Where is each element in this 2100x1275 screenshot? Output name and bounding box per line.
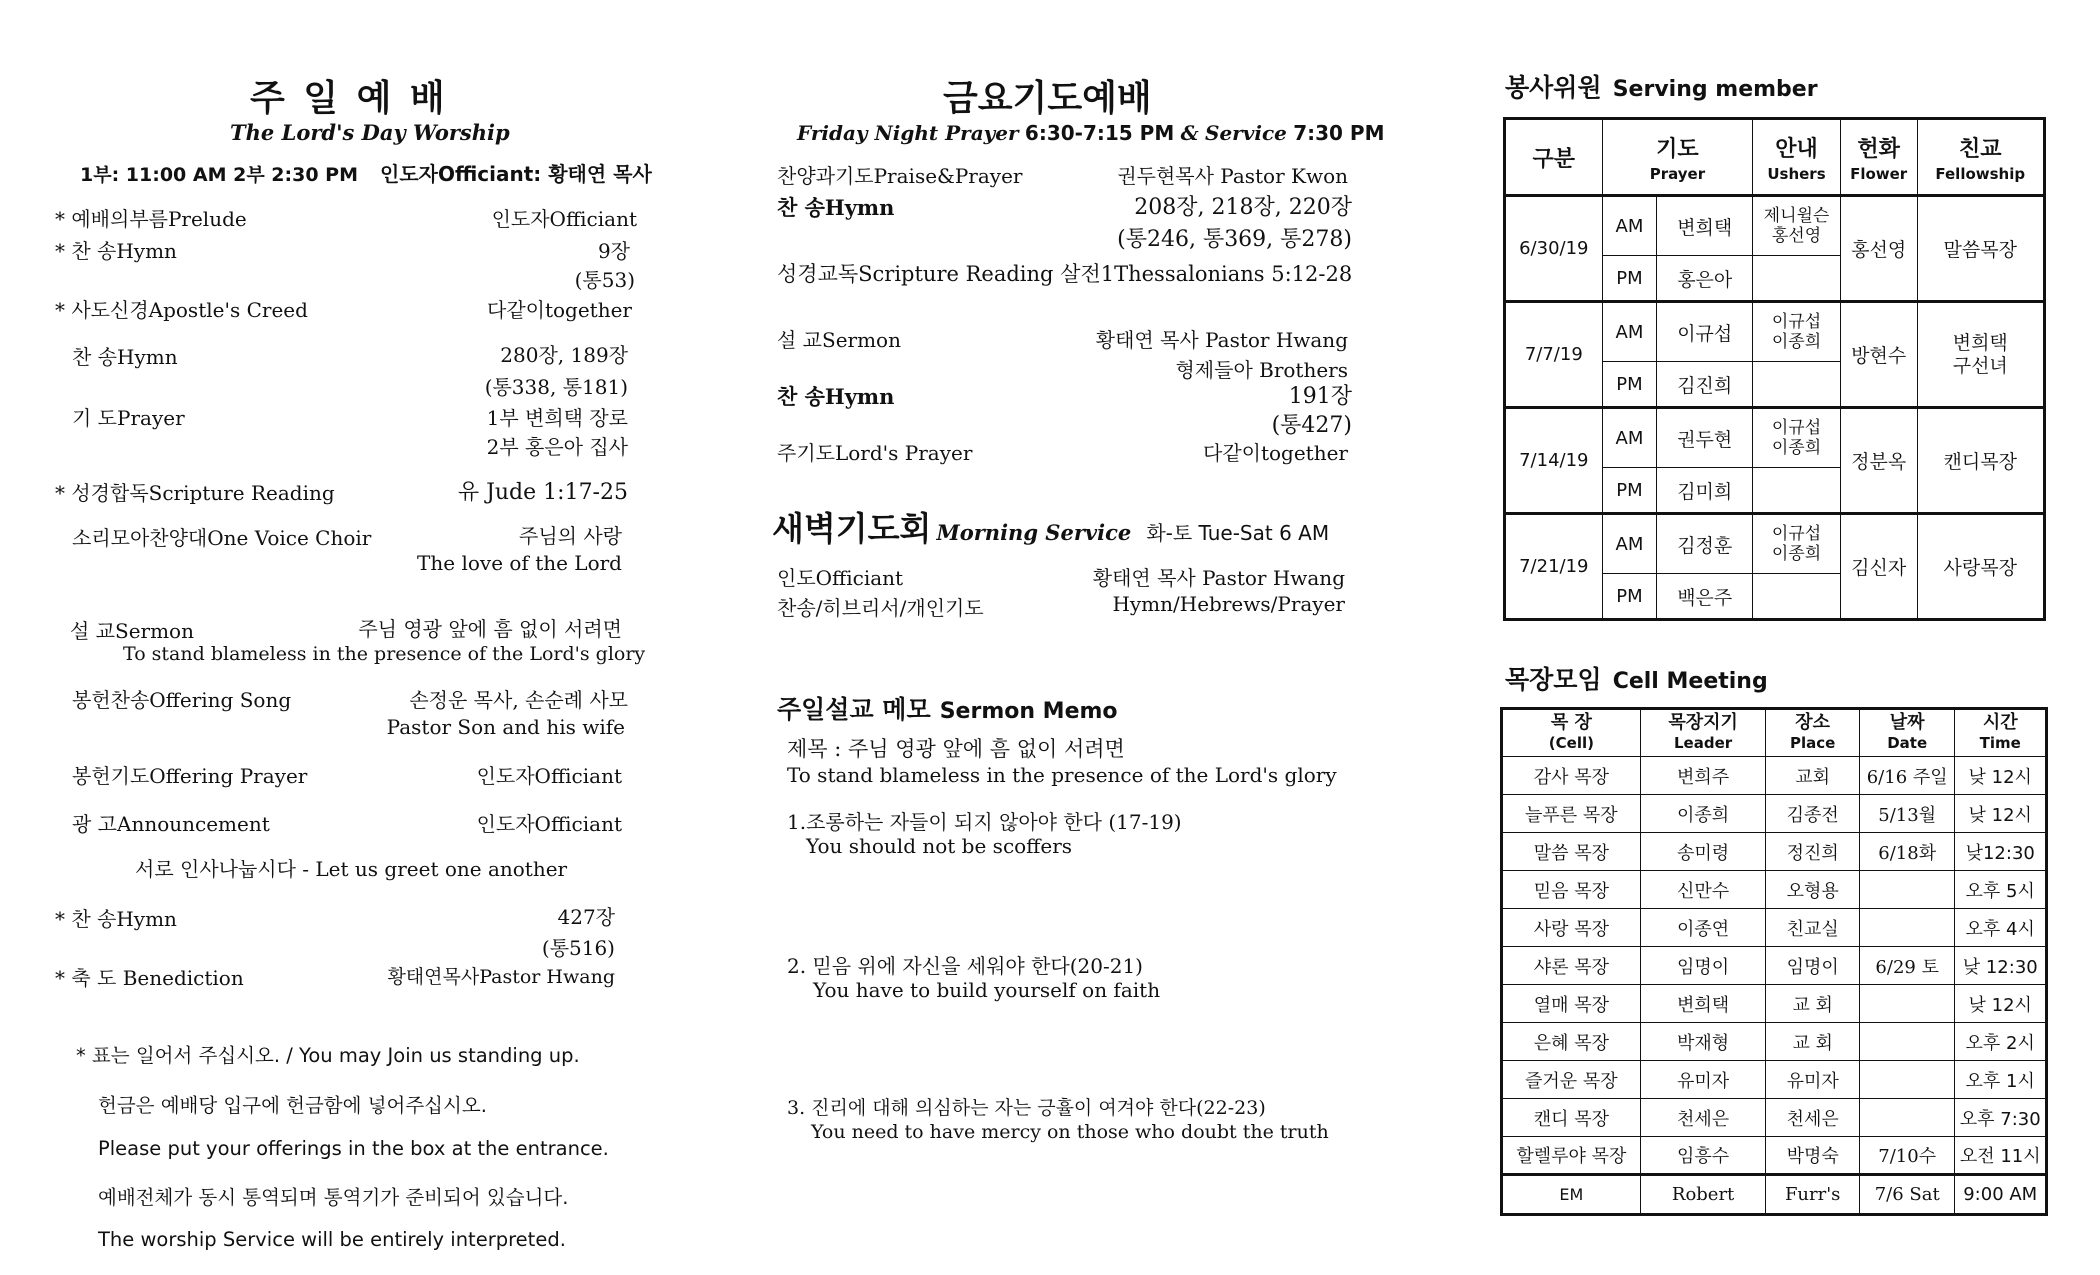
greeting-line: 서로 인사나눕시다 - Let us greet one another xyxy=(135,857,568,881)
cell-date: 5/13월 xyxy=(1859,795,1955,833)
morning-item-right: Hymn/Hebrews/Prayer xyxy=(1112,592,1345,616)
order-item-left: 기 도Prayer xyxy=(72,406,185,430)
cell-place: 박명숙 xyxy=(1766,1137,1860,1175)
serving-title-en: Serving member xyxy=(1612,77,1818,102)
cell-header: 날짜 Date xyxy=(1859,709,1955,757)
order-item-right: 9장 xyxy=(597,239,630,263)
cell-place: 유미자 xyxy=(1766,1061,1860,1099)
friday-item-right: 황태연 목사 Pastor Hwang xyxy=(1095,328,1348,352)
cell-name: EM xyxy=(1502,1175,1641,1215)
serving-fellowship: 변희택 구선녀 xyxy=(1917,302,2045,408)
serving-header: 헌화 Flower xyxy=(1840,119,1917,196)
cell-place: 오형용 xyxy=(1766,871,1860,909)
cell-heading xyxy=(1505,660,1768,696)
friday-item-left: 찬 송Hymn xyxy=(777,384,895,409)
cell-time: 9:00 AM xyxy=(1955,1175,2047,1215)
serving-pm-label: PM xyxy=(1602,574,1657,620)
cell-leader: 송미령 xyxy=(1640,833,1766,871)
order-item-right: 280장, 189장 xyxy=(500,343,628,367)
cell-place: 정진희 xyxy=(1766,833,1860,871)
cell-name: 열매 목장 xyxy=(1502,985,1641,1023)
cell-row xyxy=(1502,1023,2047,1061)
cell-time: 오전 11시 xyxy=(1955,1137,2047,1175)
lords-day-times: 1부: 11:00 AM 2부 2:30 PM xyxy=(80,164,359,186)
order-item-right: 인도자Officiant xyxy=(476,764,622,788)
friday-subtitle-italic: Friday Night Prayer xyxy=(797,121,1019,145)
order-item-right: Pastor Son and his wife xyxy=(386,715,625,739)
memo-heading xyxy=(777,690,1118,726)
serving-date: 7/14/19 xyxy=(1505,408,1603,514)
cell-row xyxy=(1502,871,2047,909)
cell-time: 오후 7:30 xyxy=(1955,1099,2047,1137)
serving-row xyxy=(1505,302,2045,362)
cell-name: 사랑 목장 xyxy=(1502,909,1641,947)
serving-pm-label: PM xyxy=(1602,362,1657,408)
cell-date: 6/16 주일 xyxy=(1859,757,1955,795)
cell-leader: 박재형 xyxy=(1640,1023,1766,1061)
serving-ushers: 이규섭 이종희 xyxy=(1753,408,1841,468)
serving-date: 7/7/19 xyxy=(1505,302,1603,408)
serving-ushers: 이규섭 이종희 xyxy=(1753,302,1841,362)
order-item-left: * 축 도 Benediction xyxy=(55,966,244,990)
friday-item-left: 주기도Lord's Prayer xyxy=(777,441,973,465)
cell-time: 낮 12시 xyxy=(1955,985,2047,1023)
cell-date xyxy=(1859,1061,1955,1099)
cell-row xyxy=(1502,909,2047,947)
serving-pm-label: PM xyxy=(1602,468,1657,514)
friday-item-right: 권두현목사 Pastor Kwon xyxy=(1117,164,1348,188)
cell-time: 오후 2시 xyxy=(1955,1023,2047,1061)
cell-leader: 변희주 xyxy=(1640,757,1766,795)
cell-row xyxy=(1502,1061,2047,1099)
serving-am-name: 변희택 xyxy=(1657,196,1753,256)
serving-header-row xyxy=(1505,119,2045,196)
morning-title: 새벽기도회 xyxy=(772,509,932,548)
cell-leader: 천세은 xyxy=(1640,1099,1766,1137)
memo-title: 주일설교 메모 xyxy=(777,695,931,724)
serving-header: 친교 Fellowship xyxy=(1917,119,2045,196)
cell-date: 6/29 토 xyxy=(1859,947,1955,985)
friday-item-left: 성경교독Scripture Reading 살전1Thessalonians 5:12-28 xyxy=(777,262,1353,286)
cell-header-row xyxy=(1502,709,2047,757)
memo-point-ko: 1.조롱하는 자들이 되지 않아야 한다 (17-19) xyxy=(787,810,1182,834)
cell-name: 믿음 목장 xyxy=(1502,871,1641,909)
cell-leader: 이종희 xyxy=(1640,795,1766,833)
friday-item-right: 형제들아 Brothers xyxy=(1175,358,1348,382)
cell-date xyxy=(1859,1099,1955,1137)
serving-header: 구분 xyxy=(1505,119,1603,196)
memo-subject-ko: 제목 : 주님 영광 앞에 흠 없이 서려면 xyxy=(787,737,1125,761)
cell-time: 낮 12:30 xyxy=(1955,947,2047,985)
cell-title: 목장모임 xyxy=(1505,665,1602,694)
serving-am-label: AM xyxy=(1602,408,1657,468)
cell-name: 즐거운 목장 xyxy=(1502,1061,1641,1099)
morning-heading xyxy=(772,503,1329,550)
cell-row xyxy=(1502,985,2047,1023)
cell-row xyxy=(1502,795,2047,833)
cell-title-en: Cell Meeting xyxy=(1612,669,1768,694)
serving-am-label: AM xyxy=(1602,196,1657,256)
order-item-right: 황태연목사Pastor Hwang xyxy=(387,966,615,988)
note-line: * 표는 일어서 주십시오. / You may Join us standing up. xyxy=(76,1044,580,1067)
friday-subtitle-service-time: 7:30 PM xyxy=(1293,121,1385,145)
memo-point-ko: 2. 믿음 위에 자신을 세워야 한다(20-21) xyxy=(787,954,1143,978)
memo-point-ko: 3. 진리에 대해 의심하는 자는 긍휼이 여겨야 한다(22-23) xyxy=(787,1097,1266,1119)
serving-empty-cell xyxy=(1753,574,1841,620)
order-item-right: (통53) xyxy=(574,268,635,292)
memo-title-en: Sermon Memo xyxy=(939,699,1118,724)
cell-place: Furr's xyxy=(1766,1175,1860,1215)
morning-item-left: 인도Officiant xyxy=(777,566,904,590)
friday-item-left: 찬 송Hymn xyxy=(777,195,895,220)
cell-place: 김종전 xyxy=(1766,795,1860,833)
serving-empty-cell xyxy=(1753,362,1841,408)
friday-subtitle-time: 6:30-7:15 PM xyxy=(1024,121,1175,145)
serving-header: 안내 Ushers xyxy=(1753,119,1841,196)
cell-name: 은혜 목장 xyxy=(1502,1023,1641,1061)
cell-name: 할렐루야 목장 xyxy=(1502,1137,1641,1175)
serving-date: 6/30/19 xyxy=(1505,196,1603,302)
cell-date xyxy=(1859,909,1955,947)
friday-item-right: 208장, 218장, 220장 xyxy=(1134,195,1352,220)
order-item-right: (통516) xyxy=(541,936,615,960)
friday-item-right: (통246, 통369, 통278) xyxy=(1117,227,1352,252)
note-line: 헌금은 예배당 입구에 헌금함에 넣어주십시오. xyxy=(98,1094,487,1117)
cell-leader: Robert xyxy=(1640,1175,1766,1215)
cell-header: 시간 Time xyxy=(1955,709,2047,757)
cell-place: 친교실 xyxy=(1766,909,1860,947)
order-item-right: 인도자Officiant xyxy=(491,207,637,231)
cell-leader: 임명이 xyxy=(1640,947,1766,985)
cell-name: 감사 목장 xyxy=(1502,757,1641,795)
cell-date: 7/10수 xyxy=(1859,1137,1955,1175)
serving-pm-name: 김진희 xyxy=(1657,362,1753,408)
cell-leader: 임흥수 xyxy=(1640,1137,1766,1175)
serving-ushers: 제니윌슨 홍선영 xyxy=(1753,196,1841,256)
memo-point-en: You should not be scoffers xyxy=(806,834,1073,858)
serving-row xyxy=(1505,196,2045,256)
serving-am-name: 김정훈 xyxy=(1657,514,1753,574)
cell-date xyxy=(1859,1023,1955,1061)
order-item-left: 광 고Announcement xyxy=(72,812,270,836)
lords-day-subtitle: The Lord's Day Worship xyxy=(230,120,510,145)
serving-flower: 홍선영 xyxy=(1840,196,1917,302)
serving-flower: 김신자 xyxy=(1840,514,1917,620)
serving-pm-name: 홍은아 xyxy=(1657,256,1753,302)
cell-time: 오후 1시 xyxy=(1955,1061,2047,1099)
order-item-right: 주님 영광 앞에 흠 없이 서려면 xyxy=(358,617,622,641)
serving-header: 기도 Prayer xyxy=(1602,119,1753,196)
serving-flower: 정분옥 xyxy=(1840,408,1917,514)
serving-ushers: 이규섭 이종희 xyxy=(1753,514,1841,574)
lords-day-officiant: 인도자Officiant: 황태연 목사 xyxy=(380,162,652,186)
friday-title: 금요기도예배 xyxy=(943,78,1152,119)
order-item-right: 427장 xyxy=(557,905,615,929)
serving-pm-name: 김미희 xyxy=(1657,468,1753,514)
cell-header: 목 장 (Cell) xyxy=(1502,709,1641,757)
serving-fellowship: 캔디목장 xyxy=(1917,408,2045,514)
order-item-right: 주님의 사랑 xyxy=(519,524,622,548)
order-item-left: * 사도신경Apostle's Creed xyxy=(55,298,308,322)
order-item-left: * 예배의부름Prelude xyxy=(55,207,247,231)
cell-name: 캔디 목장 xyxy=(1502,1099,1641,1137)
cell-place: 임명이 xyxy=(1766,947,1860,985)
cell-place: 교 회 xyxy=(1766,1023,1860,1061)
friday-subtitle-service: Service xyxy=(1205,121,1287,145)
cell-place: 교회 xyxy=(1766,757,1860,795)
order-item-right: 1부 변희택 장로 xyxy=(486,406,628,430)
order-item-right: To stand blameless in the presence of the Lord's glory xyxy=(123,643,646,665)
memo-point-en: You have to build yourself on faith xyxy=(813,978,1161,1002)
serving-heading xyxy=(1505,68,1818,104)
cell-leader: 유미자 xyxy=(1640,1061,1766,1099)
memo-subject-en: To stand blameless in the presence of the Lord's glory xyxy=(787,763,1337,787)
morning-item-left: 찬송/히브리서/개인기도 xyxy=(777,596,984,620)
serving-am-label: AM xyxy=(1602,302,1657,362)
serving-pm-label: PM xyxy=(1602,256,1657,302)
order-item-left: 소리모아찬양대One Voice Choir xyxy=(72,526,372,550)
cell-leader: 변희택 xyxy=(1640,985,1766,1023)
order-item-left: 찬 송Hymn xyxy=(72,345,178,369)
friday-item-left: 찬양과기도Praise&Prayer xyxy=(777,164,1023,188)
cell-time: 낮 12시 xyxy=(1955,795,2047,833)
order-item-left: * 성경합독Scripture Reading xyxy=(55,481,335,505)
serving-am-name: 권두현 xyxy=(1657,408,1753,468)
morning-italic: Morning Service xyxy=(936,520,1132,545)
order-item-right: (통338, 통181) xyxy=(484,375,628,399)
cell-table xyxy=(1500,707,2048,1216)
memo-point-en: You need to have mercy on those who doubt the truth xyxy=(811,1121,1329,1143)
serving-empty-cell xyxy=(1753,256,1841,302)
order-item-right: 인도자Officiant xyxy=(476,812,622,836)
friday-subtitle xyxy=(797,121,1384,145)
serving-empty-cell xyxy=(1753,468,1841,514)
order-item-left: * 찬 송Hymn xyxy=(55,239,177,263)
note-line: Please put your offerings in the box at the entrance. xyxy=(98,1137,609,1160)
cell-date xyxy=(1859,871,1955,909)
cell-row xyxy=(1502,1099,2047,1137)
cell-place: 교 회 xyxy=(1766,985,1860,1023)
cell-time: 오후 5시 xyxy=(1955,871,2047,909)
friday-item-right: (통427) xyxy=(1271,413,1352,438)
cell-leader: 신만수 xyxy=(1640,871,1766,909)
serving-am-name: 이규섭 xyxy=(1657,302,1753,362)
cell-row xyxy=(1502,1175,2047,1215)
order-item-left: 봉헌찬송Offering Song xyxy=(72,688,292,712)
serving-title: 봉사위원 xyxy=(1505,73,1602,102)
friday-item-right: 191장 xyxy=(1288,384,1352,409)
cell-row xyxy=(1502,1137,2047,1175)
order-item-right: 유 Jude 1:17-25 xyxy=(457,480,628,505)
note-line: 예배전체가 동시 통역되며 통역기가 준비되어 있습니다. xyxy=(98,1186,569,1209)
friday-item-right: 다같이together xyxy=(1203,441,1348,465)
serving-flower: 방현수 xyxy=(1840,302,1917,408)
lords-day-title: 주 일 예 배 xyxy=(250,78,448,119)
cell-header: 장소 Place xyxy=(1766,709,1860,757)
serving-date: 7/21/19 xyxy=(1505,514,1603,620)
cell-date: 6/18화 xyxy=(1859,833,1955,871)
morning-item-right: 황태연 목사 Pastor Hwang xyxy=(1092,566,1345,590)
order-item-right: 2부 홍은아 집사 xyxy=(486,435,628,459)
serving-fellowship: 말씀목장 xyxy=(1917,196,2045,302)
order-item-left: 봉헌기도Offering Prayer xyxy=(72,764,308,788)
order-item-right: The love of the Lord xyxy=(417,551,622,575)
cell-row xyxy=(1502,833,2047,871)
cell-leader: 이종연 xyxy=(1640,909,1766,947)
cell-name: 말씀 목장 xyxy=(1502,833,1641,871)
cell-header: 목장지기 Leader xyxy=(1640,709,1766,757)
cell-name: 늘푸른 목장 xyxy=(1502,795,1641,833)
cell-row xyxy=(1502,757,2047,795)
order-item-right: 손정운 목사, 손순례 사모 xyxy=(409,688,628,712)
cell-place: 천세은 xyxy=(1766,1099,1860,1137)
friday-subtitle-amp: & xyxy=(1180,121,1199,145)
morning-time: 화-토 Tue-Sat 6 AM xyxy=(1146,521,1330,545)
serving-am-label: AM xyxy=(1602,514,1657,574)
order-item-left: 설 교Sermon xyxy=(70,619,194,643)
cell-row xyxy=(1502,947,2047,985)
friday-item-left: 설 교Sermon xyxy=(777,328,901,352)
note-line: The worship Service will be entirely interpreted. xyxy=(98,1228,566,1251)
cell-time: 낮 12시 xyxy=(1955,757,2047,795)
order-item-left: * 찬 송Hymn xyxy=(55,907,177,931)
cell-name: 샤론 목장 xyxy=(1502,947,1641,985)
cell-time: 낮12:30 xyxy=(1955,833,2047,871)
order-item-right: 다같이together xyxy=(487,298,632,322)
serving-row xyxy=(1505,514,2045,574)
cell-date: 7/6 Sat xyxy=(1859,1175,1955,1215)
serving-table xyxy=(1503,117,2046,621)
serving-fellowship: 사랑목장 xyxy=(1917,514,2045,620)
serving-pm-name: 백은주 xyxy=(1657,574,1753,620)
cell-time: 오후 4시 xyxy=(1955,909,2047,947)
serving-row xyxy=(1505,408,2045,468)
cell-date xyxy=(1859,985,1955,1023)
